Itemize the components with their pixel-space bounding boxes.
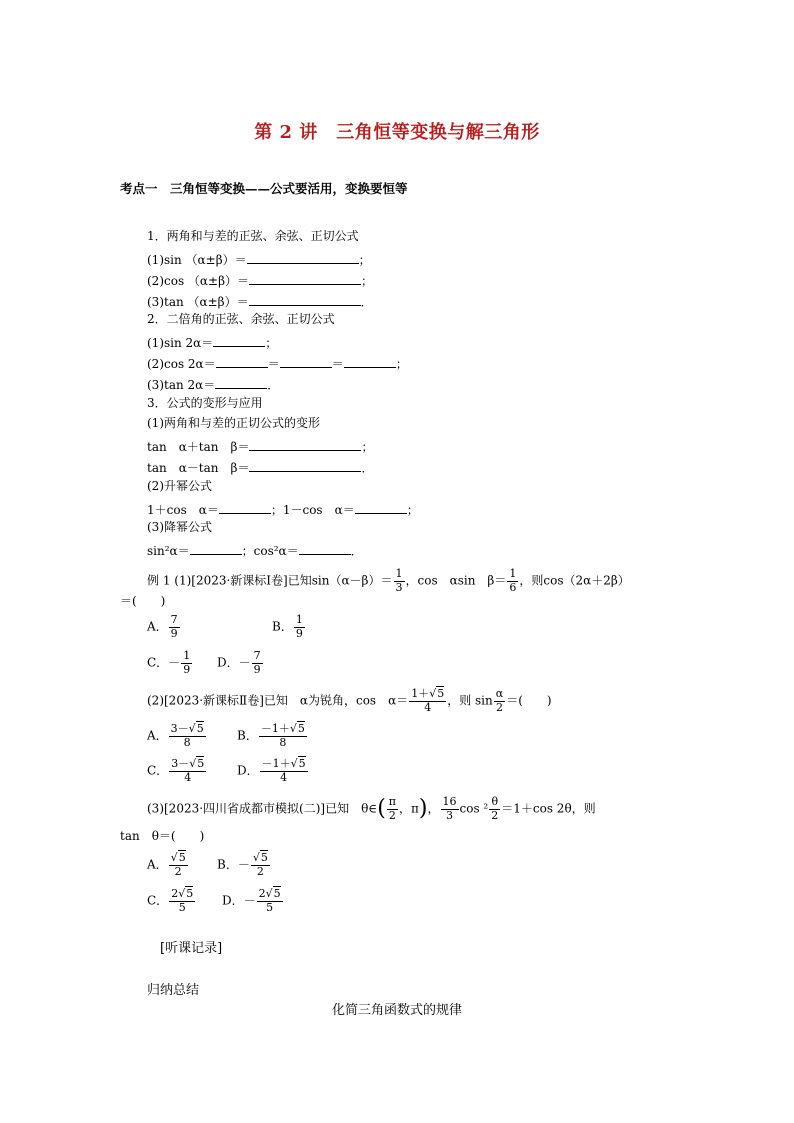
fraction: $\frac{\pi}{2}$ [388,795,397,822]
fraction: $\frac{1}{9}$ [183,649,191,676]
blank[interactable] [249,272,361,285]
blank[interactable] [215,376,267,389]
fraction: $\frac{1}{6}$ [509,567,517,594]
choice-d[interactable]: D．－ $\frac{7}{9}$ [217,649,261,676]
choice-c[interactable]: C．－ $\frac{1}{9}$ [147,649,191,676]
fraction: $\frac{1+√5}{4}$ [411,687,445,714]
fraction: $\frac{-1+√5}{8}$ [260,722,305,749]
choice-a[interactable]: A． $\frac{√5}{2}$ [147,851,186,878]
formula-sin-sum: (1)sin （α±β）＝ ； [147,253,371,267]
choice-a[interactable]: A． $\frac{7}{9}$ [147,613,178,640]
formula-raise-power: 1＋cos α＝ ；1－cos α＝ ； [147,503,419,517]
blank[interactable] [190,542,242,555]
choice-a[interactable]: A． $\frac{3-√5}{8}$ [147,722,204,749]
blank[interactable] [299,542,351,555]
formula-tan-double: (3)tan 2α＝ ． [147,378,280,392]
heading-lower-power: (3)降幂公式 [147,520,212,534]
fraction: $\frac{1}{3}$ [395,567,403,594]
blank[interactable] [355,501,407,514]
heading-double-angle: 2．二倍角的正弦、余弦、正切公式 [147,312,335,326]
lecture-record-label: [听课记录] [160,941,223,956]
blank[interactable] [216,355,268,368]
simplify-rule-heading: 化简三角函数式的规律 [331,1003,462,1018]
fraction: $\frac{7}{9}$ [170,613,178,640]
formula-tan-add: tan α＋tan β＝ ； [147,440,374,454]
blank[interactable] [219,501,271,514]
choice-d[interactable]: D． $\frac{-1+√5}{4}$ [237,757,306,784]
page-title: 第 2 讲 三角恒等变换与解三角形 [254,122,540,143]
choice-b[interactable]: B． $\frac{-1+√5}{8}$ [237,722,305,749]
fraction: $\frac{2√5}{5}$ [258,887,281,914]
heading-transform: 3．公式的变形与应用 [147,396,263,410]
fraction: $\frac{7}{9}$ [253,649,261,676]
formula-cos-sum: (2)cos （α±β）＝ ； [147,274,374,288]
heading-raise-power: (2)升幂公式 [147,479,212,493]
choice-d[interactable]: D．－ $\frac{2√5}{5}$ [222,887,281,914]
blank[interactable] [249,293,361,306]
formula-tan-sum: (3)tan （α±β）＝ ． [147,295,373,309]
blank[interactable] [249,459,361,472]
heading-tan-transform: (1)两角和与差的正切公式的变形 [147,416,320,430]
summary-label: 归纳总结 [147,983,200,998]
fraction: $\frac{\theta}{2}$ [491,795,499,822]
example1-part1: 例 1 (1)[2023·新课标Ⅰ卷]已知sin（α－β）＝ $\frac{1}{3}$ ，cos αsin β＝ $\frac{1}{6}$ ，则cos（2α＋2β） [147,567,630,594]
blank[interactable] [249,438,361,451]
fraction: $\frac{\alpha}{2}$ [495,687,504,714]
fraction: $\frac{2√5}{5}$ [171,887,194,914]
fraction: $\frac{3-√5}{8}$ [170,722,204,749]
blank[interactable] [344,355,396,368]
heading-sum-diff: 1．两角和与差的正弦、余弦、正切公式 [147,229,359,243]
choice-c[interactable]: C． $\frac{3-√5}{4}$ [147,757,205,784]
fraction: $\frac{3-√5}{4}$ [171,757,205,784]
fraction: $\frac{1}{9}$ [295,613,303,640]
formula-lower-power: sin²α＝ ；cos²α＝ ． [147,544,363,558]
choice-b[interactable]: B． $\frac{1}{9}$ [272,613,303,640]
formula-sin-double: (1)sin 2α＝ ； [147,336,278,350]
fraction: $\frac{√5}{2}$ [252,851,268,878]
fraction: $\frac{-1+√5}{4}$ [261,757,306,784]
example1-part3-cont: tan θ＝( ) [120,829,205,843]
choice-c[interactable]: C． $\frac{2√5}{5}$ [147,887,194,914]
example1-part3: (3)[2023·四川省成都市模拟(二)]已知 θ∈( $\frac{\pi}{2}$ ，π)， $\frac{16}{3}$ cos ² $\frac{\theta}{2}$ ＝1＋cos 2θ，则 [147,795,596,822]
choice-b[interactable]: B．－ $\frac{√5}{2}$ [217,851,268,878]
formula-cos-double: (2)cos 2α＝ ＝ ＝ ； [147,357,408,371]
fraction: $\frac{16}{3}$ [442,795,457,822]
example1-part2: (2)[2023·新课标Ⅱ卷]已知 α为锐角，cos α＝ $\frac{1+√5}{4}$ ，则 sin $\frac{\alpha}{2}$ ＝( ) [147,687,552,714]
blank[interactable] [247,251,359,264]
blank[interactable] [280,355,332,368]
blank[interactable] [213,334,265,347]
example1-part1-cont: ＝( ) [120,594,166,608]
formula-tan-sub: tan α－tan β＝ ． [147,461,374,475]
section-heading: 考点一 三角恒等变换——公式要活用，变换要恒等 [120,181,408,196]
fraction: $\frac{√5}{2}$ [170,851,186,878]
